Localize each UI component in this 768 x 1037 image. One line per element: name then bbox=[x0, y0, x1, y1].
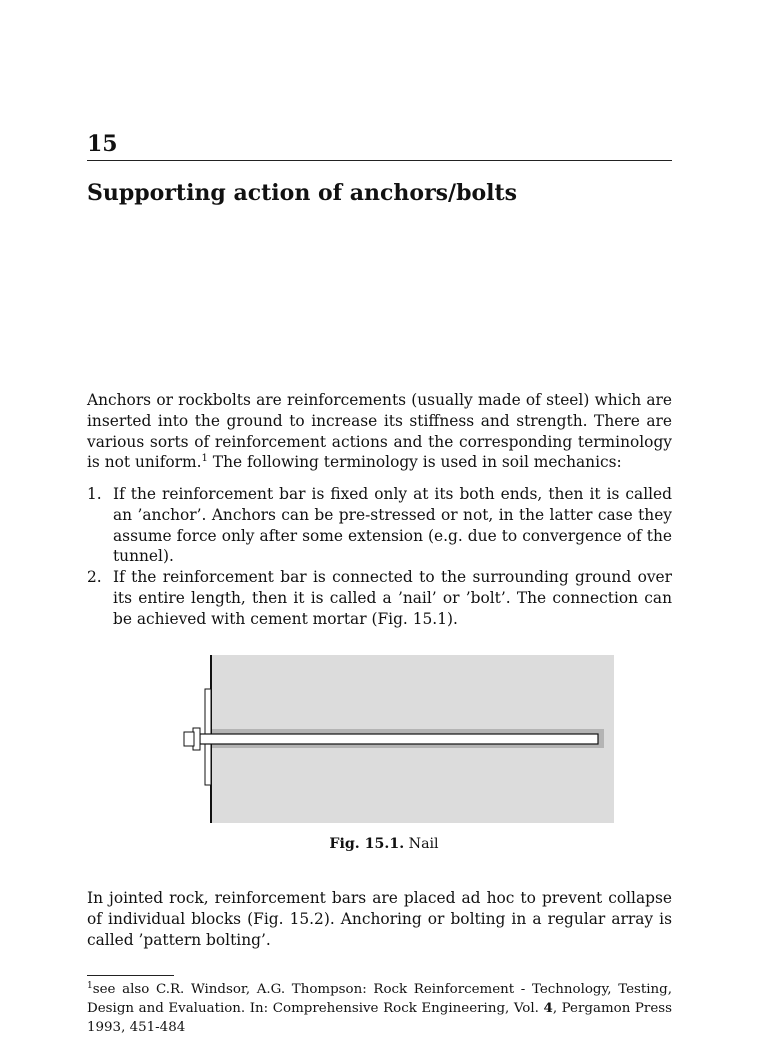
footnote-text-b: , Pergamon Press 1993, 451-484 bbox=[87, 1001, 672, 1035]
nail-figure bbox=[160, 645, 630, 830]
footnote bbox=[87, 980, 672, 1037]
chapter-number: 15 bbox=[87, 131, 118, 157]
figure-caption bbox=[0, 835, 768, 853]
figure-caption-label: Fig. 15.1. bbox=[329, 836, 405, 852]
list-item-number: 2. bbox=[87, 568, 102, 587]
chapter-rule bbox=[87, 160, 672, 161]
footnote-volume: 4 bbox=[543, 1000, 553, 1016]
footnote-rule bbox=[87, 975, 174, 976]
list-item-text: If the reinforcement bar is fixed only at its both ends, then it is called an ’anchor’. Anchors can be pre-stressed or not, in the latter case they assume force only after some extension (e.g. due to convergence of the tunnel). bbox=[113, 485, 672, 566]
list-item bbox=[87, 484, 672, 567]
footnote-reference[interactable]: 1 bbox=[201, 453, 208, 465]
chapter-title: Supporting action of anchors/bolts bbox=[87, 180, 518, 206]
footnote-text-a: see also C.R. Windsor, A.G. Thompson: Rock Reinforcement - Technology, Testing, Design and Evaluation. In: Comprehensive Rock Engineering, Vol. bbox=[87, 982, 672, 1016]
list-item bbox=[87, 567, 672, 629]
intro-text-a: Anchors or rockbolts are reinforcements (usually made of steel) which are inserted into the ground to increase its stiffness and strength. There are various sorts of reinforcement actions and the corresponding terminology is not uniform. bbox=[87, 391, 672, 472]
list-item-text: If the reinforcement bar is connected to the surrounding ground over its entire length, then it is called a ’nail’ or ’bolt’. The connection can be achieved with cement mortar (Fig. 15.1). bbox=[113, 568, 672, 628]
nut bbox=[184, 732, 194, 746]
footnote-mark: 1 bbox=[87, 981, 93, 991]
nail-bar bbox=[200, 734, 598, 744]
jointed-rock-paragraph: In jointed rock, reinforcement bars are placed ad hoc to prevent collapse of individual blocks (Fig. 15.2). Anchoring or bolting in a regular array is called ’pattern bolting’. bbox=[87, 889, 672, 949]
intro-text-b: The following terminology is used in soil mechanics: bbox=[207, 453, 622, 472]
figure-caption-text: Nail bbox=[404, 836, 439, 852]
terminology-list bbox=[87, 484, 672, 630]
list-item-number: 1. bbox=[87, 485, 102, 503]
intro-paragraph bbox=[87, 390, 672, 473]
